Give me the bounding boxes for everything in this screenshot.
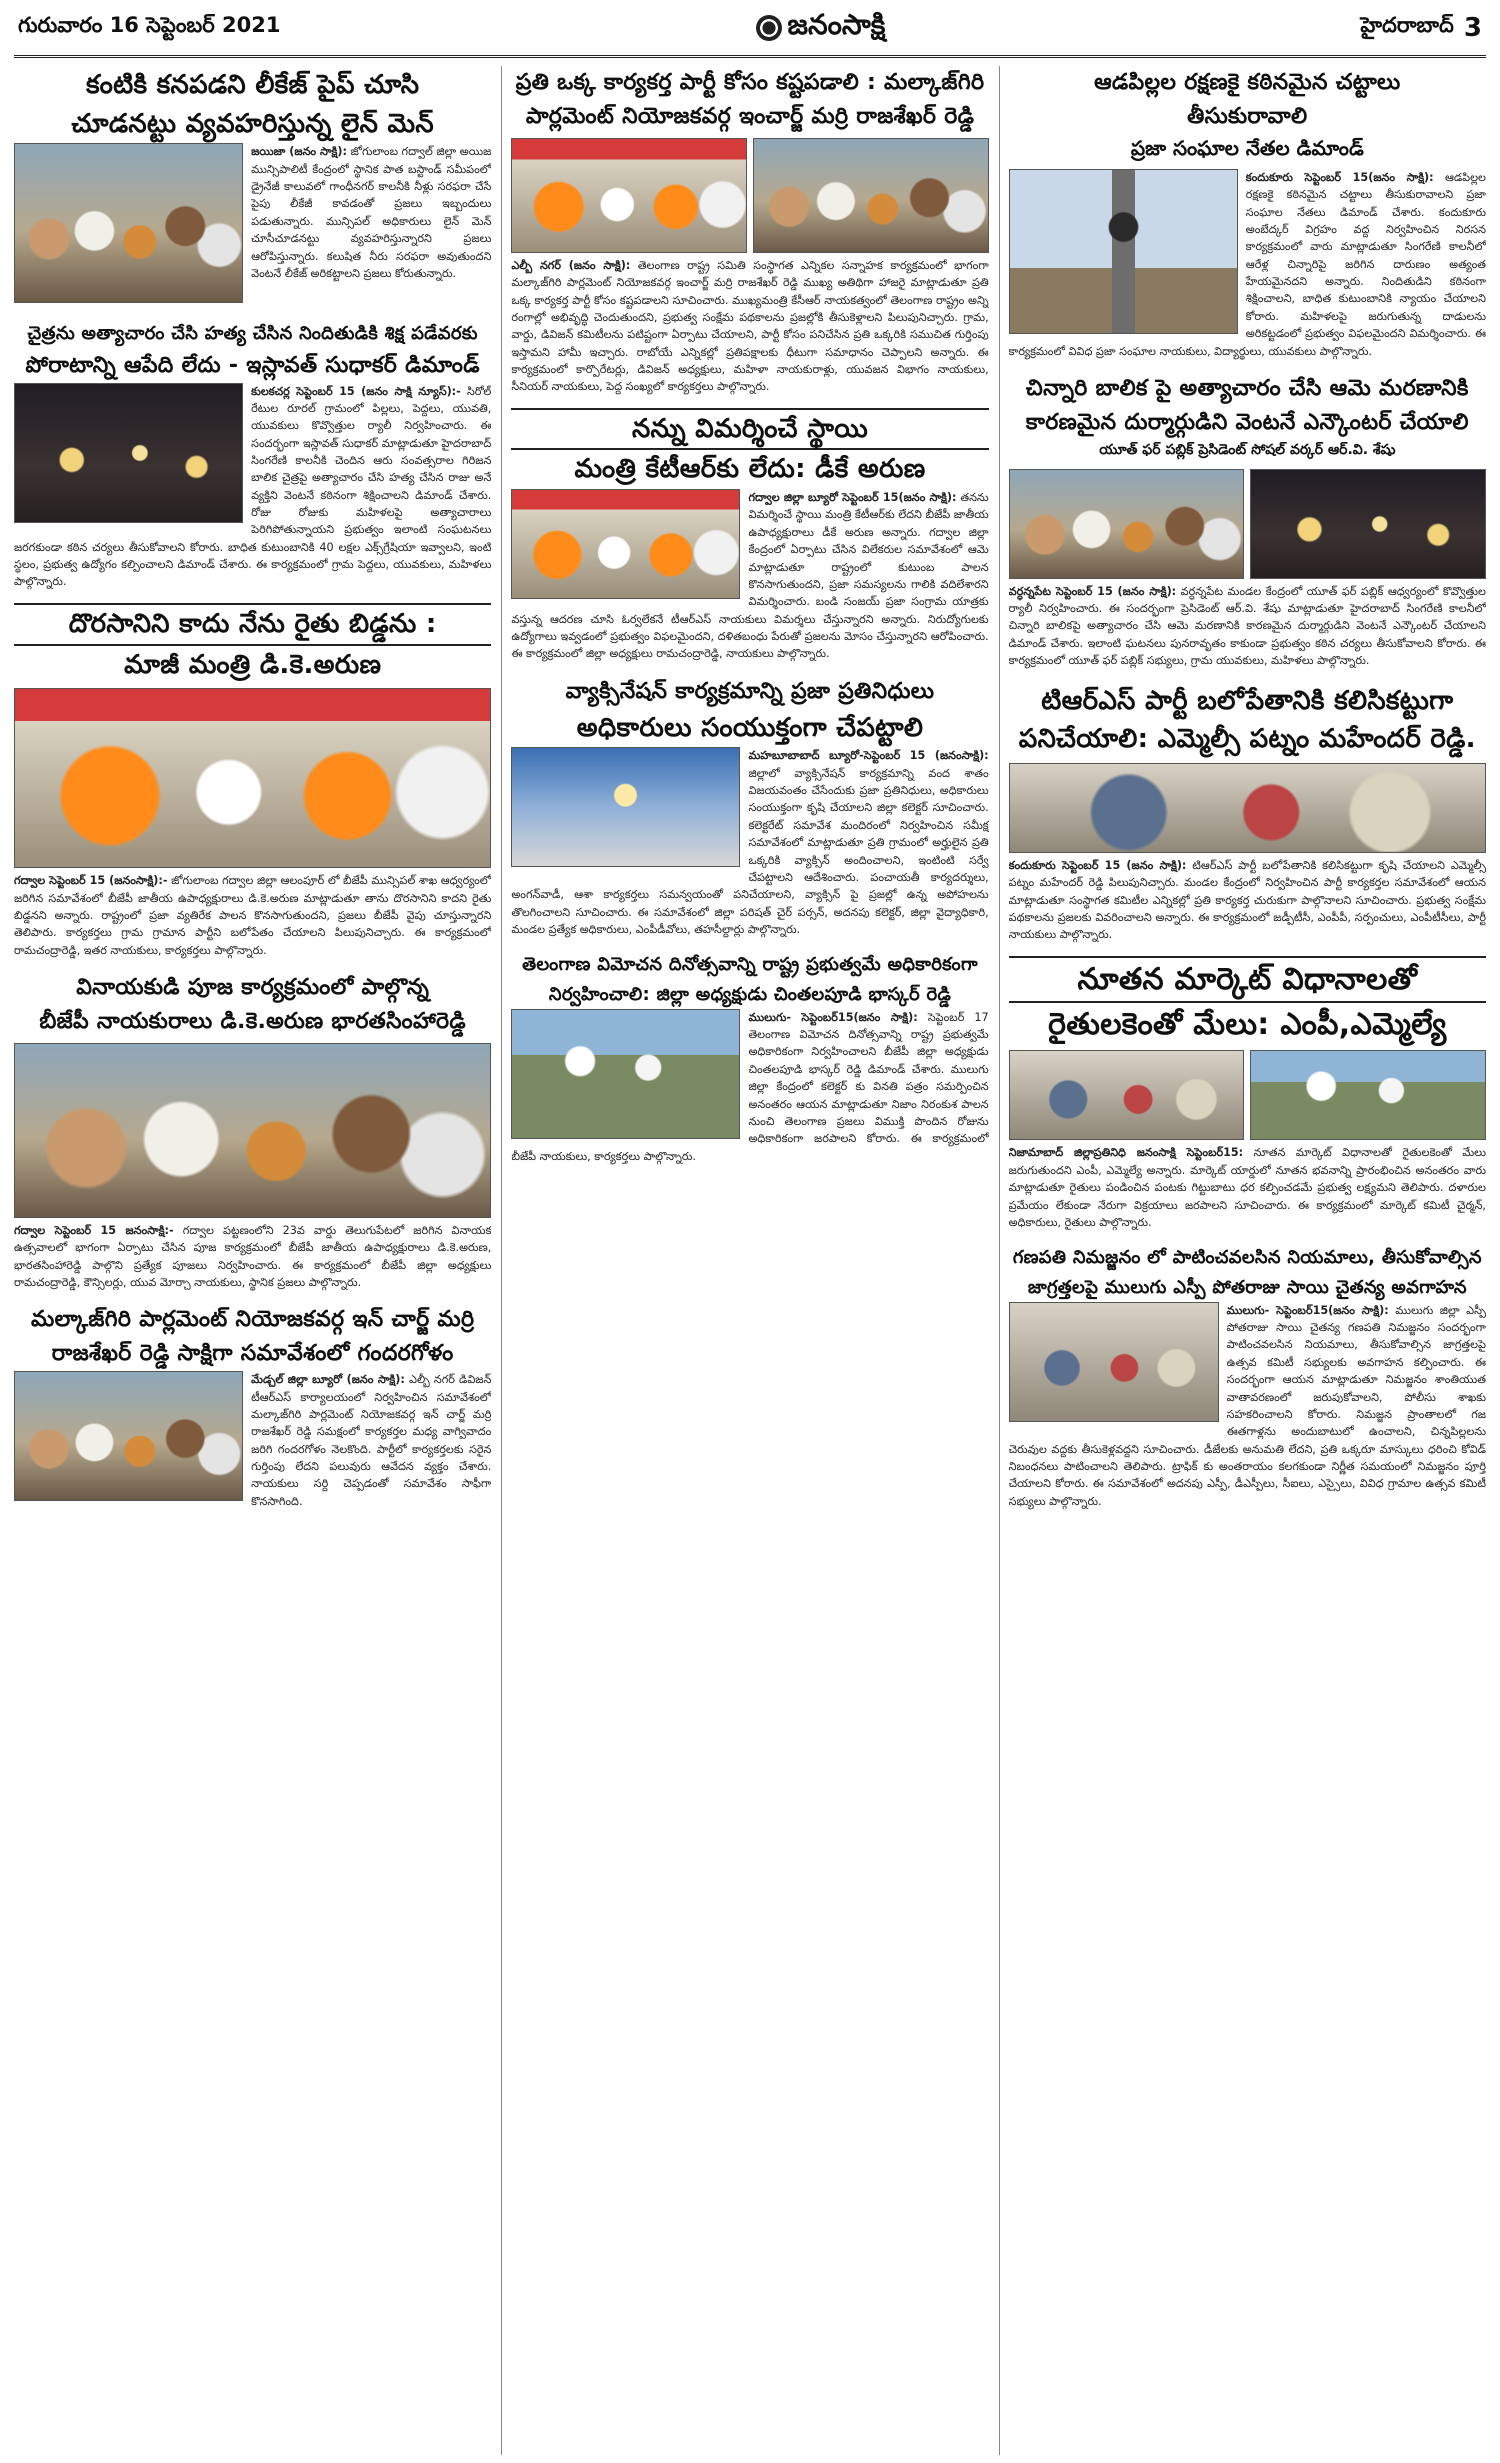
edition-city: హైదరాబాద్ (1360, 12, 1454, 37)
headline: టిఆర్ఎస్ పార్టీ బలోపేతానికి కలిసికట్టుగా (1041, 685, 1454, 716)
headline: కారణమైన దుర్మార్గుడిని వెంటనే ఎన్కౌంటర్ చేయాలి (1025, 409, 1469, 435)
article-dk-aruna-farmer (14, 603, 491, 959)
photo-row (511, 138, 988, 253)
article-encounter-demand (1009, 372, 1486, 670)
dateline: ములుగు- సెప్టెంబర్15(జనం సాక్షి): (748, 1010, 918, 1024)
dateline: కులకచర్ల సెప్టెంబర్ 15 (జనం సాక్షి న్యూస్):- (251, 384, 461, 398)
headline: నన్ను విమర్శించే స్థాయి (511, 408, 988, 451)
headline: రాజశేఖర్ రెడ్డి సాక్షిగా సమావేశంలో గందరగోళం (51, 1341, 454, 1367)
article-trs-workers (511, 66, 988, 396)
dateline: వర్ధన్నపేట సెప్టెంబర్ 15 (జనం సాక్షి): (1008, 584, 1177, 598)
dateline: మేడ్చల్ జిల్లా బ్యూరో (జనం సాక్షి): (251, 1373, 405, 1387)
body-text: సెప్టెంబర్ 17 తెలంగాణ విమోచన దినోత్సవాన్ని రాష్ట్ర ప్రభుత్వమే అధికారికంగా నిర్వహించాలని బీజేపీ జిల్లా అధ్యక్షుడు చింతలపూడి భాస్కర్ రెడ్డి డిమాండ్ చేశారు. ములుగు జిల్లా కేంద్రంలో కలెక్టర్ కు వినతి పత్రం సమర్పించిన అనంతరం ఆయన మాట్లాడుతూ నిజాం నిరంకుశ పాలన నుంచి తెలంగాణ ప్రజలు విముక్తి పొందిన రోజును అధికారికంగా జరపాలని కోరారు. ఈ కార్యక్రమంలో బీజేపీ నాయకులు, కార్యకర్తలు పాల్గొన్నారు. (511, 1010, 989, 1163)
body-text: సిరోల్ రేటుల రూరల్ గ్రామంలో పిల్లలు, పెద్దలు, యువతి, యువకులు కొవ్వొత్తుల ర్యాలీ నిర్వహించారు. ఈ సందర్భంగా ఇస్లావత్ సుధాకర్ మాట్లాడుతూ హైదరాబాద్ సింగరేణి కాలనీకి చెందిన ఆరు సంవత్సరాల గిరిజన బాలిక చైత్రపై అత్యాచారం చేసి హత్య చేసిన రాజు అనే వ్యక్తిని వెంటనే కఠినంగా శిక్షించాలని డిమాండ్ చేశారు. రోజు రోజుకు మహిళలపై అత్యాచారాలు పెరిగిపోతున్నాయని ప్రభుత్వం ఇలాంటి సంఘటనలు జరగకుండా కఠిన చర్యలు తీసుకోవాలని కోరారు. బాధిత కుటుంబానికి 40 లక్షల ఎక్స్‌గ్రేషియా ఇవ్వాలని, ఇంటి స్థలం, ప్రభుత్వ ఉద్యోగం కల్పించాలని డిమాండ్ చేశారు. ఈ కార్యక్రమంలో గ్రామ పెద్దలు, యువకులు, మహిళలు పాల్గొన్నారు. (14, 384, 492, 589)
article-body (511, 257, 988, 396)
news-photo (511, 489, 740, 599)
article-dk-aruna-ktr (511, 408, 988, 663)
dateline: కందుకూరు సెప్టెంబర్ 15(జనం సాక్షి): (1245, 170, 1434, 184)
news-photo (14, 383, 243, 523)
headline: పనిచేయాలి: ఎమ్మెల్సీ పట్నం మహేందర్ రెడ్డి. (1018, 724, 1476, 755)
headline: కంటికి కనపడని లీకేజ్ పైప్ చూసి (86, 70, 420, 100)
headline: వ్యాక్సినేషన్ కార్యక్రమాన్ని ప్రజా ప్రతినిధులు (565, 678, 935, 704)
news-photo (14, 143, 243, 303)
body-text: తెలంగాణ రాష్ట్ర సమితి సంస్థాగత ఎన్నికల సన్నాహక కార్యక్రమంలో భాగంగా మల్కాజ్‌గిరి పార్లమెంట్ నియోజకవర్గ ఇంచార్జ్ మర్రి రాజశేఖర్ రెడ్డి ముఖ్య అతిథిగా హాజరై మాట్లాడుతూ ప్రతి ఒక్క కార్యకర్త పార్టీ కోసం కష్టపడాలని సూచించారు. ముఖ్యమంత్రి కేసీఆర్ నాయకత్వంలో తెలంగాణ రాష్ట్రం అన్ని రంగాల్లో అభివృద్ధి చెందుతుందని, ప్రభుత్వ సంక్షేమ పథకాలను ప్రజల్లోకి తీసుకెళ్లాలని పిలుపునిచ్చారు. గ్రామ, వార్డు, డివిజన్ కమిటీలను పటిష్టంగా ఏర్పాటు చేయాలని, పార్టీ కోసం పనిచేసిన ప్రతి ఒక్కరికి సముచిత గుర్తింపు ఇస్తామని హామీ ఇచ్చారు. రాబోయే ఎన్నికల్లో ప్రతిపక్షాలకు ధీటుగా సమాధానం చెప్పాలని అన్నారు. ఈ కార్యక్రమంలో కార్పొరేటర్లు, డివిజన్ అధ్యక్షులు, మహిళా నాయకురాళ్లు, యువజన విభాగం నాయకులు, సీనియర్ నాయకులు, పెద్ద సంఖ్యలో కార్యకర్తలు పాల్గొన్నారు. (511, 258, 989, 394)
photo-row (1009, 469, 1486, 579)
paper-logo (756, 8, 886, 48)
headline: పార్లమెంట్ నియోజకవర్గ ఇంచార్జ్ మర్రి రాజశేఖర్ రెడ్డి (525, 103, 975, 129)
subheadline: యూత్ ఫర్ పబ్లిక్ ప్రెసిడెంట్ సోషల్ వర్కర్ ఆర్.వి. శేషు (1099, 441, 1396, 458)
news-photo (1250, 1050, 1486, 1140)
dateline: గద్వాల సెప్టెంబర్ 15 (జనంసాక్షి):- (14, 874, 168, 888)
news-photo (14, 1043, 491, 1218)
article-girls-safety (1009, 66, 1486, 360)
body-text: ములుగు జిల్లా ఎస్పీ పోతరాజు సాయి చైతన్య గణపతి నిమజ్జనం సందర్భంగా పాటించవలసిన నియమాలు, తీసుకోవాల్సిన జాగ్రత్తలపై ఉత్సవ కమిటీ సభ్యులకు అవగాహన కల్పించారు. ఈ సందర్భంగా ఆయన మాట్లాడుతూ నిమజ్జనం శాంతియుత వాతావరణంలో జరుపుకోవాలని, పోలీసు శాఖకు సహకరించాలని కోరారు. నిమజ్జన ప్రాంతాలలో గజ ఈతగాళ్లను అందుబాటులో ఉంచాలని, చిన్నపిల్లలను చెరువుల వద్దకు తీసుకెళ్లవద్దని సూచించారు. డీజేలకు అనుమతి లేదని, ప్రతి ఒక్కరూ మాస్కులు ధరించి కోవిడ్ నిబంధనలు పాటించాలని తెలిపారు. ట్రాఫిక్ కు అంతరాయం కలగకుండా నిర్ణీత సమయంలో నిమజ్జనం పూర్తి చేయాలని కోరారు. ఈ సమావేశంలో అదనపు ఎస్పీ, డీఎస్పీలు, సీఐలు, ఎస్సైలు, వివిధ గ్రామాల ఉత్సవ కమిటీ సభ్యులు పాల్గొన్నారు. (1008, 1303, 1486, 1508)
headline: నూతన మార్కెట్ విధానాలతో (1009, 956, 1486, 1003)
headline: మల్కాజ్‌గిరి పార్లమెంట్ నియోజకవర్గ ఇన్ చార్జ్ మర్రి (31, 1307, 475, 1333)
body-text: తనను విమర్శించే స్థాయి మంత్రి కేటీఆర్‌కు లేదని బీజేపీ జాతీయ ఉపాధ్యక్షురాలు డీకే అరుణ అన్నారు. గద్వాల జిల్లా కేంద్రంలో ఏర్పాటు చేసిన విలేకరుల సమావేశంలో ఆమె మాట్లాడుతూ రాష్ట్రంలో కుటుంబ పాలన కొనసాగుతుందని, ప్రజా సమస్యలను గాలికి వదిలేశారని విమర్శించారు. బండి సంజయ్ ప్రజా సంగ్రామ యాత్రకు వస్తున్న ఆదరణ చూసి ఓర్వలేకనే టీఆర్ఎస్ నాయకులు విమర్శలు చేస్తున్నారని అన్నారు. నిరుద్యోగులకు ఉద్యోగాలు ఇవ్వడంలో ప్రభుత్వం విఫలమైందని, దళితబంధు పేరుతో ప్రజలను మోసం చేస్తున్నారని ఆరోపించారు. ఈ కార్యక్రమంలో జిల్లా అధ్యక్షులు రామచంద్రారెడ్డి, నాయకులు పాల్గొన్నారు. (511, 491, 989, 661)
article-body (1009, 857, 1486, 944)
dateline: కందుకూరు సెప్టెంబర్ 15 (జనం సాక్షి): (1008, 858, 1187, 872)
dateline: నిజామాబాద్ జిల్లాప్రతినిధి జనంసాక్షి సెప్టెంబర్15: (1008, 1146, 1244, 1160)
headline: చిన్నారి బాలిక పై అత్యాచారం చేసి ఆమె మరణానికి (1025, 375, 1469, 401)
article-vinayaka-pooja (14, 971, 491, 1291)
paper-emblem-icon (756, 15, 782, 41)
headline: అధికారులు సంయుక్తంగా చేపట్టాలి (576, 712, 924, 743)
dateline: గద్వాల సెప్టెంబర్ 15 జనంసాక్షి:- (14, 1223, 174, 1237)
headline: ప్రతి ఒక్క కార్యకర్త పార్టీ కోసం కష్టపడాలి : మల్కాజ్‌గిరి (515, 70, 985, 95)
headline: నిర్వహించాలి: జిల్లా అధ్యక్షుడు చింతలపూడి భాస్కర్ రెడ్డి (548, 983, 952, 1005)
issue-date: గురువారం 16 సెప్టెంబర్ 2021 (18, 12, 281, 37)
body-text: గద్వాల పట్టణంలోని 23వ వార్డు తెలుగుపేటలో జరిగిన వినాయక ఉత్సవాలలో భాగంగా ఏర్పాటు చేసిన పూజ కార్యక్రమంలో బీజేపీ జాతీయ ఉపాధ్యక్షురాలు డి.కె.అరుణ, భారతసింహారెడ్డి పాల్గొని ప్రత్యేక పూజలు నిర్వహించారు. ఈ కార్యక్రమంలో బీజేపీ జిల్లా అధ్యక్షులు రామచంద్రారెడ్డి, కౌన్సిలర్లు, యువ మోర్చా నాయకులు, స్థానిక ప్రజలు పాల్గొన్నారు. (14, 1223, 492, 1289)
body-text: జోగులాంబ గద్వాల్ జిల్లా అయిజ మున్సిపాలిటీ కేంద్రంలో స్థానిక పాత బస్టాండ్ సమీపంలో డ్రైనేజీ కాలువలో గాంధీనగర్ కాలనీకి నీళ్లు సరఫరా చేసే పైపు లీకేజీ కావడంతో ప్రజలు ఇబ్బందులు పడుతున్నారు. మున్సిపల్ అధికారులు లైన్ మెన్ చూసీచూడనట్టు వ్యవహరిస్తున్నారని ప్రజలు ఆరోపిస్తున్నారు. కలుషిత నీరు సరఫరా అవుతుందని వెంటనే లీకేజ్ అరికట్టాలని ప్రజలు కోరుతున్నారు. (251, 145, 492, 280)
headline: గణపతి నిమజ్జనం లో పాటించవలసిన నియమాలు, తీసుకోవాల్సిన (1012, 1247, 1482, 1269)
edition-info (1360, 13, 1482, 43)
headline: దొరసానిని కాదు నేను రైతు బిడ్డను : (14, 603, 491, 646)
article-body (1009, 583, 1486, 670)
dateline: జయిజా (జనం సాక్షి): (251, 145, 347, 159)
body-text: నూతన మార్కెట్ విధానాలతో రైతులకెంతో మేలు జరుగుతుందని ఎంపీ, ఎమ్మెల్యే అన్నారు. మార్కెట్ యార్డులో నూతన భవనాన్ని ప్రారంభించిన అనంతరం వారు మాట్లాడుతూ రైతులు పండించిన పంటకు గిట్టుబాటు ధర కల్పించడమే ప్రభుత్వ లక్ష్యమని తెలిపారు. దళారుల ప్రమేయం లేకుండా నేరుగా విక్రయాలు జరపాలని సూచించారు. ఈ కార్యక్రమంలో మార్కెట్ కమిటీ చైర్మన్, అధికారులు, రైతులు పాల్గొన్నారు. (1008, 1146, 1486, 1229)
body-text: జిల్లాలో వ్యాక్సినేషన్ కార్యక్రమాన్ని వంద శాతం విజయవంతం చేసేందుకు ప్రజా ప్రతినిధులు, అధికారులు సంయుక్తంగా కృషి చేయాలని జిల్లా కలెక్టర్ సూచించారు. కలెక్టరేట్ సమావేశ మందిరంలో నిర్వహించిన సమీక్ష సమావేశంలో మాట్లాడుతూ ప్రతి గ్రామంలో అర్హులైన ప్రతి ఒక్కరికి వ్యాక్సిన్ అందించాలని, ఇంటింటి సర్వే చేపట్టాలని ఆదేశించారు. పంచాయతీ కార్యదర్శులు, అంగన్‌వాడీ, ఆశా కార్యకర్తలు సమన్వయంతో పనిచేయాలని, వ్యాక్సిన్ పై ప్రజల్లో ఉన్న అపోహలను తొలగించాలని సూచించారు. ఈ సమావేశంలో జిల్లా పరిషత్ చైర్ పర్సన్, అదనపు కలెక్టర్, జిల్లా వైద్యాధికారి, మండల ప్రత్యేక అధికారులు, ఎంపీడీవోలు, తహసీల్దార్లు పాల్గొన్నారు. (511, 766, 989, 936)
news-photo (511, 747, 740, 867)
news-photo (1009, 469, 1245, 579)
news-photo (511, 138, 747, 253)
headline: జాగ్రత్తలపై ములుగు ఎస్పీ పోతరాజు సాయి చైతన్య అవగాహన (1027, 1276, 1467, 1298)
news-photo (1009, 1050, 1245, 1140)
headline: తీసుకురావాలి (1187, 103, 1308, 129)
news-photo (14, 1371, 243, 1501)
body-text: ఆడపిల్లల రక్షణకై కఠినమైన చట్టాలు తీసుకురావాలని ప్రజా సంఘాల నేతలు డిమాండ్ చేశారు. కందుకూరు అంబేద్కర్ విగ్రహం వద్ద నిర్వహించిన నిరసన కార్యక్రమంలో వారు మాట్లాడుతూ సింగరేణి కాలనీలో ఆరేళ్ల చిన్నారిపై జరిగిన దారుణం అత్యంత హేయమైనదని అన్నారు. నిందితుడిని కఠినంగా శిక్షించాలని, బాధిత కుటుంబానికి న్యాయం చేయాలని కోరారు. మహిళలపై జరుగుతున్న దాడులను అరికట్టడంలో ప్రభుత్వం విఫలమైందని విమర్శించారు. ఈ కార్యక్రమంలో వివిధ ప్రజా సంఘాల నాయకులు, విద్యార్థులు, యువకులు పాల్గొన్నారు. (1008, 170, 1486, 358)
article-malkajgiri-meeting (14, 1303, 491, 1510)
headline: బీజేపీ నాయకురాలు డి.కె.అరుణ భారతసింహారెడ్డి (39, 1008, 466, 1034)
masthead (14, 0, 1486, 58)
article-body (14, 872, 491, 959)
columns (14, 66, 1486, 2455)
news-photo (1009, 169, 1238, 334)
dateline: ఎల్బీ నగర్ (జనం సాక్షి): (511, 258, 631, 272)
headline: రైతులకెంతో మేలు: ఎంపీ,ఎమ్మెల్యే (1048, 1007, 1447, 1043)
article-trs-strengthen (1009, 682, 1486, 944)
column-left (14, 66, 491, 2455)
dateline: గద్వాల జిల్లా బ్యూరో సెప్టెంబర్ 15(జనం సాక్షి): (748, 491, 957, 505)
headline: ఆడపిల్లల రక్షణకై కఠినమైన చట్టాలు (1094, 70, 1401, 95)
dateline: ములుగు- సెప్టెంబర్15(జనం సాక్షి): (1226, 1303, 1389, 1317)
news-photo (511, 1009, 740, 1139)
headline: మాజీ మంత్రి డి.కె.అరుణ (124, 649, 382, 680)
body-text: జోగులాంబ గద్వాల జిల్లా ఆలంపూర్ లో బీజేపీ మున్సిపల్ శాఖ ఆధ్వర్యంలో జరిగిన సమావేశంలో బీజేపీ జాతీయ ఉపాధ్యక్షురాలు డి.కె.అరుణ మాట్లాడుతూ తాను దొరసానిని కాదని రైతు బిడ్డనని అన్నారు. రాష్ట్రంలో ప్రజా వ్యతిరేక పాలన కొనసాగుతుందని, ప్రజలు బీజేపీ వైపు చూస్తున్నారని తెలిపారు. కార్యకర్తలు గ్రామ గ్రామాన పార్టీని బలోపేతం చేయాలని పిలుపునిచ్చారు. ఈ కార్యక్రమంలో రామచంద్రారెడ్డి, ఇతర నాయకులు, కార్యకర్తలు పాల్గొన్నారు. (14, 874, 492, 957)
news-photo (14, 688, 491, 868)
article-vaccination (511, 675, 988, 939)
news-photo (1009, 763, 1486, 853)
news-photo (1250, 469, 1486, 579)
headline: వినాయకుడి పూజ కార్యక్రమంలో పాల్గొన్న (76, 974, 430, 1000)
headline: చూడనట్టు వ్యవహరిస్తున్న లైన్ మెన్ (71, 108, 434, 139)
headline: చైత్రను అత్యాచారం చేసి హత్య చేసిన నిందితుడికి శిక్ష పడేవరకు (27, 323, 478, 345)
photo-row (1009, 1050, 1486, 1140)
headline: పోరాటాన్ని ఆపేది లేదు - ఇస్లావత్ సుధాకర్ డిమాండ్ (25, 352, 480, 378)
news-photo (1009, 1302, 1219, 1422)
body-text: ఎల్బీ నగర్ డివిజన్ టీఆర్ఎస్ కార్యాలయంలో నిర్వహించిన సమావేశంలో మల్కాజ్‌గిరి పార్లమెంట్ నియోజకవర్గ ఇన్ చార్జ్ మర్రి రాజశేఖర్ రెడ్డి సమక్షంలో కార్యకర్తల మధ్య వాగ్వివాదం జరిగి గందరగోళం నెలకొంది. పార్టీలో కార్యకర్తలకు సరైన గుర్తింపు లేదని పలువురు ఆవేదన వ్యక్తం చేశారు. నాయకులు సర్ది చెప్పడంతో సమావేశం సాఫీగా కొనసాగింది. (251, 1373, 492, 1508)
column-middle (501, 66, 988, 2455)
article-vimochana-dinotsavam (511, 950, 988, 1165)
headline: తెలంగాణ విమోచన దినోత్సవాన్ని రాష్ట్ర ప్రభుత్వమే అధికారికంగా (522, 954, 978, 976)
article-body (1009, 1144, 1486, 1231)
article-chaitra-protest (14, 319, 491, 591)
headline: మంత్రి కేటీఆర్‌కు లేదు: డీకే అరుణ (574, 454, 926, 485)
article-body (14, 1222, 491, 1291)
paper-name: జనంసాక్షి (787, 7, 886, 41)
dateline: మహబూబాబాద్ బ్యూరో-సెప్టెంబర్ 15 (జనంసాక్షి): (748, 749, 989, 763)
article-market-policies (1009, 956, 1486, 1232)
page-number: 3 (1463, 12, 1482, 43)
subheadline: ప్రజా సంఘాల నేతల డిమాండ్ (1130, 135, 1364, 160)
news-photo (753, 138, 989, 253)
column-right (999, 66, 1486, 2455)
article-ganesh-immersion (1009, 1243, 1486, 1510)
article-pipe-leakage (14, 66, 491, 307)
body-text: టిఆర్ఎస్ పార్టీ బలోపేతానికి కలిసికట్టుగా కృషి చేయాలని ఎమ్మెల్సీ పట్నం మహేందర్ రెడ్డి పిలుపునిచ్చారు. మండల కేంద్రంలో నిర్వహించిన పార్టీ కార్యకర్తల సమావేశంలో ఆయన మాట్లాడుతూ సంస్థాగత కమిటీల ఎన్నికల్లో ప్రతి కార్యకర్త చురుకుగా పాల్గొనాలని సూచించారు. ప్రభుత్వ సంక్షేమ పథకాలను ప్రజలకు వివరించాలని అన్నారు. ఈ కార్యక్రమంలో జడ్పీటీసీ, ఎంపీపీ, సర్పంచులు, ఎంపీటీసీలు, పార్టీ నాయకులు పాల్గొన్నారు. (1008, 858, 1486, 942)
body-text: వర్ధన్నపేట మండల కేంద్రంలో యూత్ ఫర్ పబ్లిక్ ఆధ్వర్యంలో కొవ్వొత్తుల ర్యాలీ నిర్వహించారు. ఈ సందర్భంగా ప్రెసిడెంట్ ఆర్.వి. శేషు మాట్లాడుతూ హైదరాబాద్ సింగరేణి కాలనీలో చిన్నారి బాలికపై అత్యాచారం చేసి ఆమె మరణానికి కారణమైన దుర్మార్గుడిని వెంటనే ఎన్కౌంటర్ చేయాలని డిమాండ్ చేశారు. ఇలాంటి ఘటనలు పునరావృతం కాకుండా ప్రభుత్వం కఠిన చర్యలు తీసుకోవాలని కోరారు. ఈ కార్యక్రమంలో యూత్ ఫర్ పబ్లిక్ సభ్యులు, గ్రామ యువకులు, మహిళలు పాల్గొన్నారు. (1008, 584, 1486, 668)
